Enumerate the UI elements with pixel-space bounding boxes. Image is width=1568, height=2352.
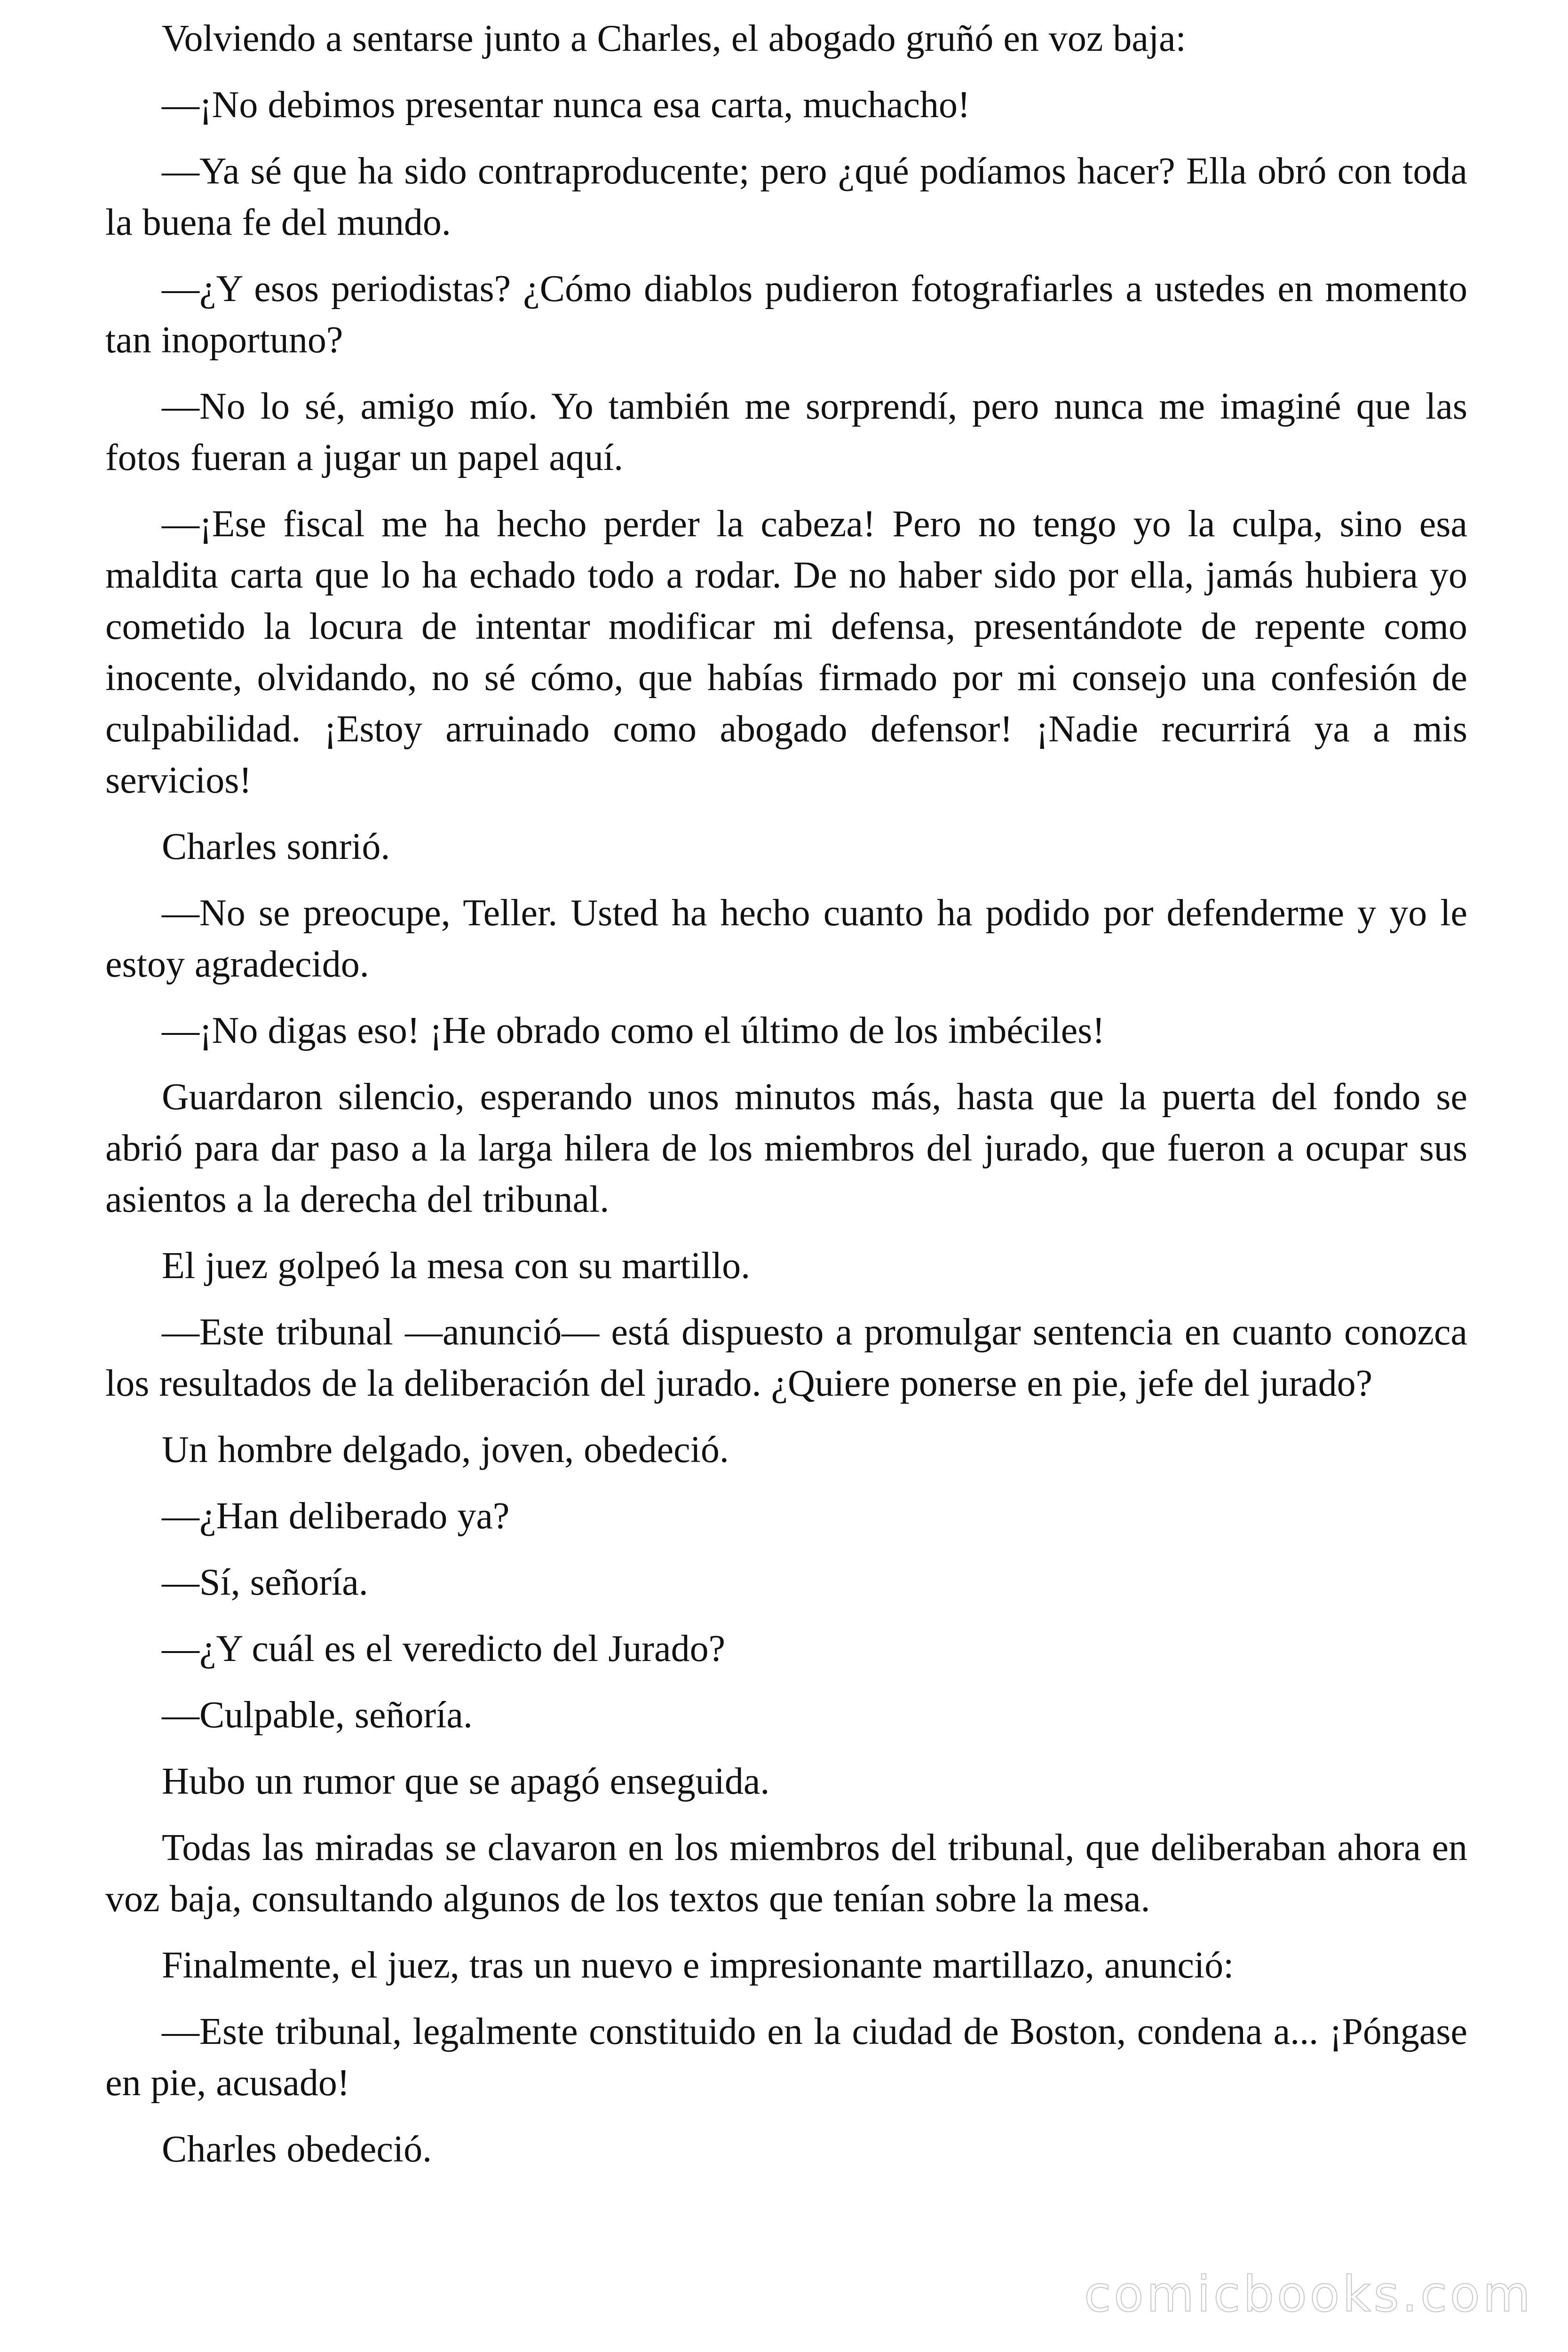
paragraph: —No lo sé, amigo mío. Yo también me sorprendí, pero nunca me imaginé que las fotos fueran a jugar un papel aquí. (105, 386, 1467, 478)
paragraph: —¡Ese fiscal me ha hecho perder la cabeza! Pero no tengo yo la culpa, sino esa maldita carta que lo ha echado todo a rodar. De no haber sido por ella, jamás hubiera yo cometido la locura de intentar modificar mi defensa, presentándote de repente como inocente, olvidando, no sé cómo, que habías firmado por mi consejo una confesión de culpabilidad. ¡Estoy arruinado como abogado defensor! ¡Nadie recurrirá ya a mis servicios! (105, 503, 1467, 801)
paragraph: —¡No digas eso! ¡He obrado como el último de los imbéciles! (162, 1010, 1105, 1051)
paragraph: Charles sonrió. (162, 826, 390, 867)
watermark: comicbooks.com (1084, 2265, 1533, 2323)
paragraph: —Este tribunal, legalmente constituido en la ciudad de Boston, condena a... ¡Póngase en pie, acusado! (105, 2011, 1467, 2104)
paragraph: —¿Y cuál es el veredicto del Jurado? (162, 1628, 726, 1669)
paragraph: Un hombre delgado, joven, obedeció. (162, 1429, 729, 1470)
paragraph: El juez golpeó la mesa con su martillo. (162, 1245, 751, 1287)
paragraph: —No se preocupe, Teller. Usted ha hecho cuanto ha podido por defenderme y yo le estoy agradecido. (105, 892, 1467, 985)
paragraph: —Este tribunal —anunció— está dispuesto a promulgar sentencia en cuanto conozca los resultados de la deliberación del jurado. ¿Quiere ponerse en pie, jefe del jurado? (105, 1311, 1467, 1404)
paragraph: —¿Y esos periodistas? ¿Cómo diablos pudieron fotografiarles a ustedes en momento tan inoportuno? (105, 268, 1467, 361)
paragraph: Charles obedeció. (162, 2129, 432, 2170)
paragraph: Guardaron silencio, esperando unos minutos más, hasta que la puerta del fondo se abrió para dar paso a la larga hilera de los miembros del jurado, que fueron a ocupar sus asientos a la derecha del tribunal. (105, 1076, 1467, 1220)
paragraph: —¿Han deliberado ya? (162, 1495, 510, 1537)
paragraph: —Ya sé que ha sido contraproducente; pero ¿qué podíamos hacer? Ella obró con toda la buena fe del mundo. (105, 151, 1467, 243)
paragraph: Todas las miradas se clavaron en los miembros del tribunal, que deliberaban ahora en voz baja, consultando algunos de los textos que tenían sobre la mesa. (105, 1827, 1467, 1920)
paragraph: Volviendo a sentarse junto a Charles, el abogado gruñó en voz baja: (162, 18, 1186, 59)
paragraph: Hubo un rumor que se apagó enseguida. (162, 1761, 770, 1802)
paragraph: Finalmente, el juez, tras un nuevo e impresionante martillazo, anunció: (162, 1945, 1234, 1986)
paragraph: —Culpable, señoría. (162, 1694, 473, 1736)
paragraph: —¡No debimos presentar nunca esa carta, muchacho! (162, 84, 970, 126)
page-body (105, 13, 1467, 2190)
paragraph: —Sí, señoría. (162, 1562, 368, 1603)
